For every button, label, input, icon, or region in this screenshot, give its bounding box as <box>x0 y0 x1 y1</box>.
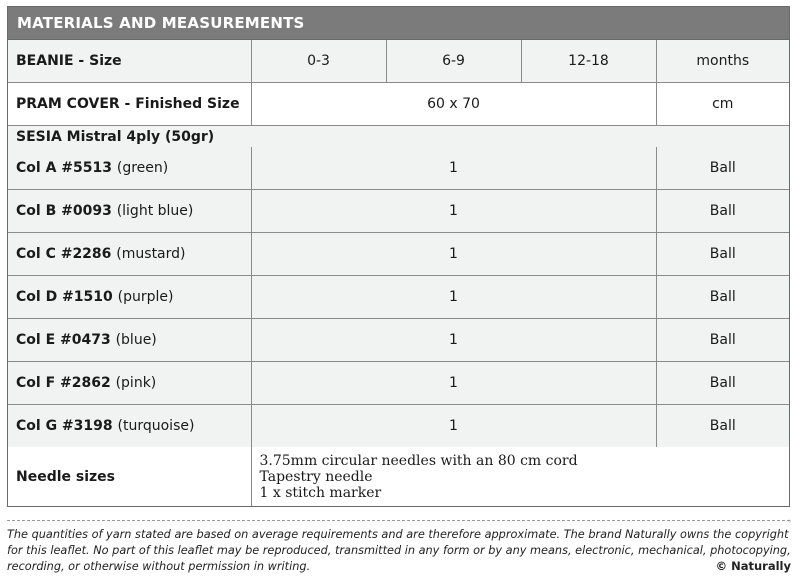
colour-label <box>8 190 251 233</box>
beanie-size-1: 0-3 <box>251 40 386 83</box>
colour-code: Col F #2862 <box>16 375 111 391</box>
yarn-row <box>8 126 789 148</box>
colour-unit: Ball <box>656 319 789 362</box>
colour-name: (pink) <box>115 375 157 391</box>
section-header: MATERIALS AND MEASUREMENTS <box>8 7 789 40</box>
colour-row <box>8 405 789 448</box>
colour-qty: 1 <box>251 362 656 405</box>
beanie-size-row <box>8 40 789 83</box>
colour-unit: Ball <box>656 405 789 448</box>
colour-name: (light blue) <box>116 203 194 219</box>
colour-qty: 1 <box>251 147 656 190</box>
colour-rows <box>8 147 789 447</box>
pram-size-row <box>8 83 789 126</box>
pram-value: 60 x 70 <box>251 83 656 126</box>
colour-name: (mustard) <box>116 246 186 262</box>
colour-name: (blue) <box>115 332 157 348</box>
colour-unit: Ball <box>656 190 789 233</box>
copyright-notice: © Naturally <box>715 559 791 573</box>
colour-code: Col D #1510 <box>16 289 113 305</box>
colour-qty: 1 <box>251 190 656 233</box>
needle-line: 3.75mm circular needles with an 80 cm cord <box>259 452 578 469</box>
footer-line: recording, or otherwise without permission in writing. <box>7 560 311 573</box>
colour-row <box>8 319 789 362</box>
footer-line: The quantities of yarn stated are based on average requirements and are therefore approximate. The brand Naturally owns the copyright <box>7 528 789 541</box>
yarn-label: SESIA Mistral 4ply (50gr) <box>8 126 789 148</box>
pram-unit: cm <box>656 83 789 126</box>
colour-unit: Ball <box>656 233 789 276</box>
beanie-size-2: 6-9 <box>386 40 521 83</box>
colour-qty: 1 <box>251 319 656 362</box>
colour-unit: Ball <box>656 362 789 405</box>
footer-disclaimer <box>7 527 791 575</box>
materials-table <box>8 40 789 506</box>
colour-code: Col B #0093 <box>16 203 112 219</box>
footer-dot-icon: ◦ <box>787 517 792 526</box>
colour-label <box>8 233 251 276</box>
needle-line: 1 x stitch marker <box>259 484 382 501</box>
colour-label <box>8 276 251 319</box>
colour-row <box>8 233 789 276</box>
colour-name: (green) <box>116 160 169 176</box>
colour-qty: 1 <box>251 233 656 276</box>
colour-row <box>8 362 789 405</box>
beanie-label: BEANIE - Size <box>8 40 251 83</box>
needle-row <box>8 447 789 506</box>
colour-label <box>8 362 251 405</box>
colour-label <box>8 319 251 362</box>
colour-label <box>8 147 251 190</box>
needle-list <box>251 447 789 506</box>
colour-unit: Ball <box>656 276 789 319</box>
colour-qty: 1 <box>251 276 656 319</box>
colour-row <box>8 276 789 319</box>
colour-unit: Ball <box>656 147 789 190</box>
colour-code: Col C #2286 <box>16 246 112 262</box>
footer-divider <box>7 520 790 521</box>
colour-name: (turquoise) <box>117 418 195 434</box>
beanie-size-3: 12-18 <box>521 40 656 83</box>
colour-row <box>8 147 789 190</box>
colour-name: (purple) <box>117 289 174 305</box>
pram-label: PRAM COVER - Finished Size <box>8 83 251 126</box>
colour-code: Col A #5513 <box>16 160 112 176</box>
footer-line: for this leaflet. No part of this leaflet may be reproduced, transmitted in any form or by any means, electronic, mechanical, photocopying, <box>7 544 791 557</box>
colour-code: Col G #3198 <box>16 418 113 434</box>
colour-qty: 1 <box>251 405 656 448</box>
colour-label <box>8 405 251 448</box>
needle-label: Needle sizes <box>8 447 251 506</box>
colour-row <box>8 190 789 233</box>
colour-code: Col E #0473 <box>16 332 111 348</box>
materials-table-frame <box>7 6 790 507</box>
beanie-unit: months <box>656 40 789 83</box>
needle-line: Tapestry needle <box>259 468 373 485</box>
